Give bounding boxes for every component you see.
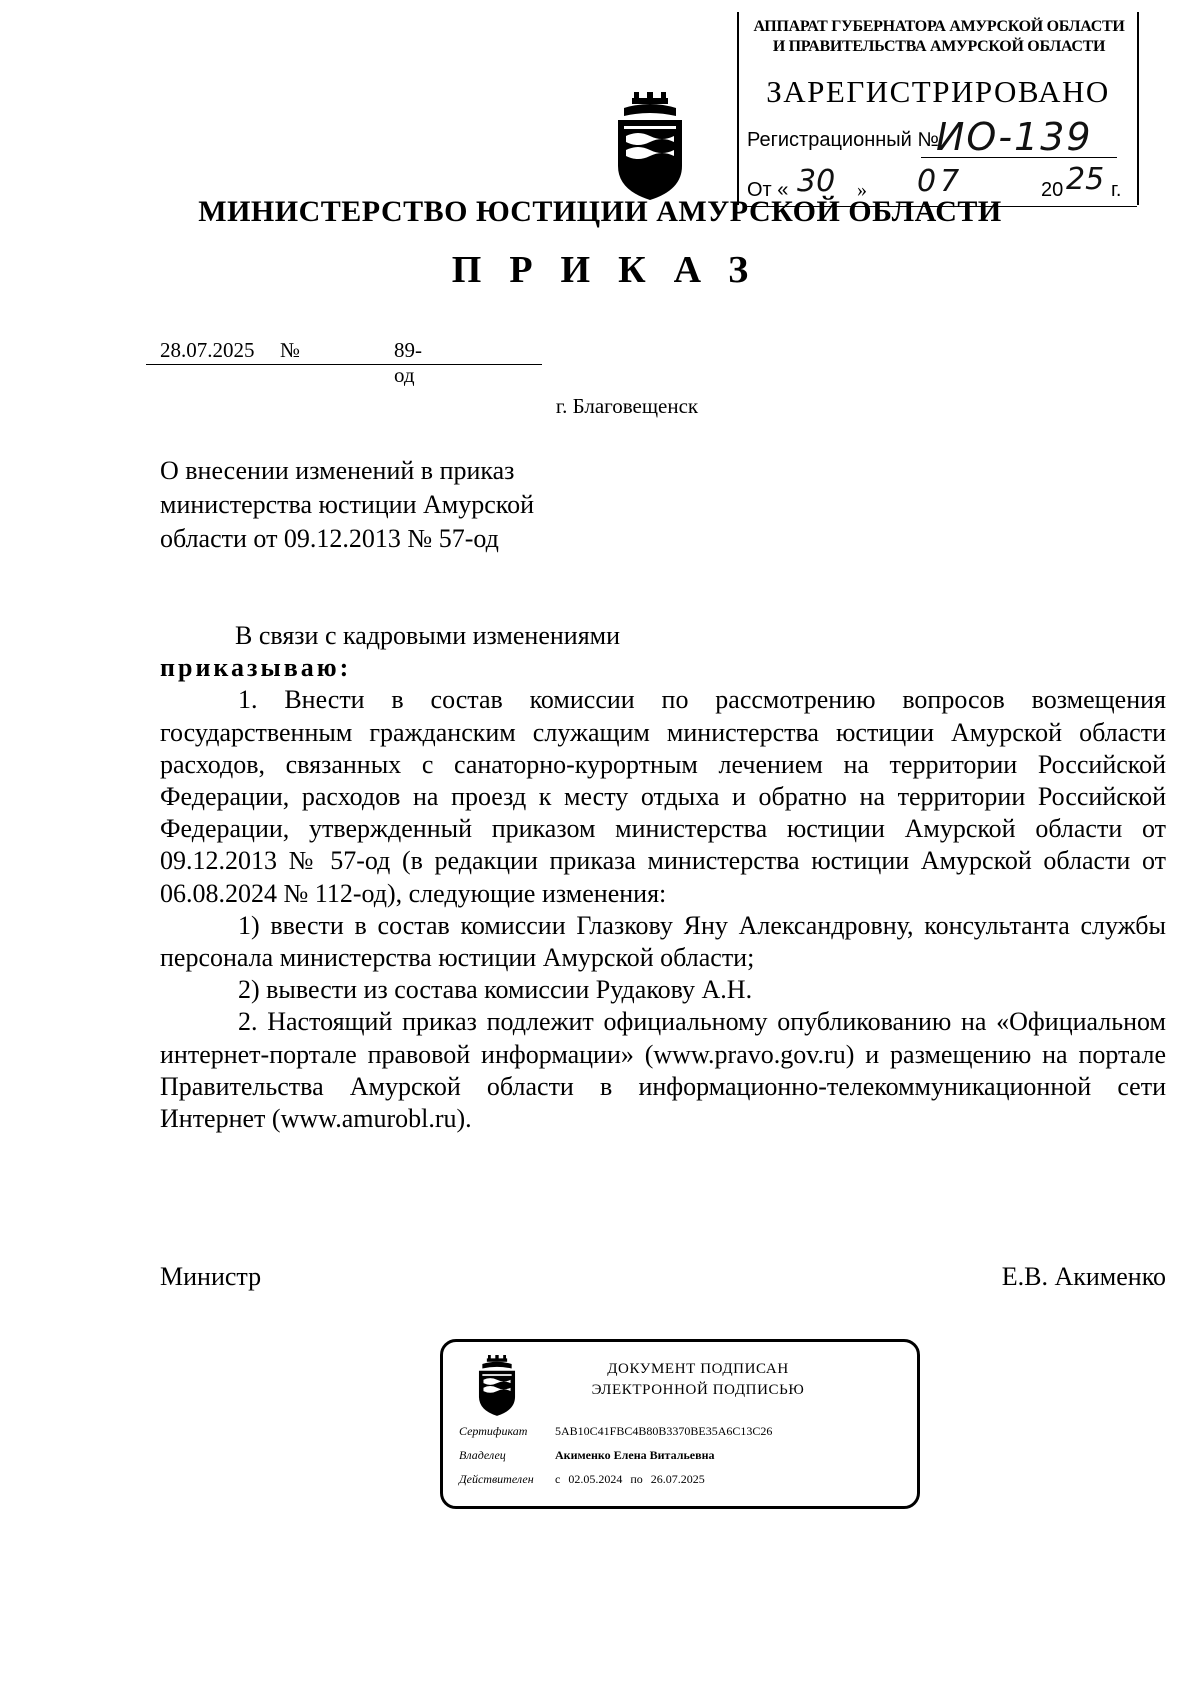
esig-heading-line1: ДОКУМЕНТ ПОДПИСАН: [607, 1361, 789, 1377]
registration-year-g: г.: [1111, 179, 1122, 201]
esig-certificate-row: [459, 1424, 772, 1439]
registration-org: [747, 17, 1131, 57]
registration-number-label: Регистрационный №: [747, 129, 939, 151]
ministry-title: МИНИСТЕРСТВО ЮСТИЦИИ АМУРСКОЙ ОБЛАСТИ: [198, 195, 1002, 228]
order-date: 28.07.2025: [160, 338, 255, 362]
registration-year-suffix: 25: [1066, 162, 1105, 197]
subject-line: области от 09.12.2013 № 57-од: [160, 524, 499, 553]
esig-valid-to: 26.07.2025: [650, 1472, 705, 1486]
esig-validity-label: Действителен: [459, 1472, 534, 1486]
registration-date-day: 30: [797, 164, 836, 199]
order-number: 89-од: [394, 338, 422, 387]
esig-valid-from-label: с: [555, 1472, 561, 1486]
esig-valid-from: 02.05.2024: [568, 1472, 623, 1486]
registration-year-prefix: 20: [1041, 179, 1064, 201]
esig-owner-label: Владелец: [459, 1448, 506, 1462]
registration-number-value: ИО-139: [936, 115, 1093, 159]
body-order-word: приказываю:: [160, 653, 352, 683]
order-number-label: №: [280, 338, 301, 362]
registration-org-line1: АППАРАТ ГУБЕРНАТОРА АМУРСКОЙ ОБЛАСТИ: [753, 18, 1125, 35]
amur-oblast-coat-of-arms-icon: [474, 1355, 520, 1417]
amur-oblast-coat-of-arms-icon: [610, 92, 690, 202]
body-item-2: 2. Настоящий приказ подлежит официальному опубликованию на «Официальном интернет-портале правовой информации» (www.pravo.gov.ru) и размещению на портале Правительства Амурской области в информационно-телекоммуникационной сети Интернет (www.amurobl.ru).: [160, 1007, 1166, 1134]
body-item-1-1: 1) ввести в состав комиссии Глазкову Яну Александровну, консультанта службы персонала министерства юстиции Амурской области;: [160, 910, 1166, 973]
signer-title: Министр: [160, 1262, 262, 1291]
body-item-1-2: 2) вывести из состава комиссии Рудакову А.Н.: [238, 975, 753, 1005]
registration-date-month: 07: [917, 164, 964, 199]
esig-owner-value: Акименко Елена Витальевна: [555, 1448, 715, 1462]
registration-date-separator: »: [857, 179, 867, 201]
registration-org-line2: И ПРАВИТЕЛЬСТВА АМУРСКОЙ ОБЛАСТИ: [772, 38, 1106, 55]
esig-valid-to-label: по: [630, 1472, 643, 1486]
esig-certificate-label: Сертификат: [459, 1424, 528, 1438]
esig-heading-line2: ЭЛЕКТРОННОЙ ПОДПИСЬЮ: [591, 1382, 805, 1398]
signer-name: Е.В. Акименко: [1001, 1262, 1166, 1291]
esig-certificate-value: 5AB10C41FBC4B80B3370BE35A6C13C26: [555, 1424, 773, 1438]
order-subject: [160, 454, 620, 556]
registration-date-label: От «: [747, 179, 789, 201]
esig-owner-row: [459, 1448, 715, 1463]
body-item-1: 1. Внести в состав комиссии по рассмотрению вопросов возмещения государственным гражданским служащим министерства юстиции Амурской области расходов, связанных с санаторно-курортным лечением на территории Российской Федерации, расходов на проезд к месту отдыха и обратно на территории Российской Федерации, утвержденный приказом министерства юстиции Амурской области от 09.12.2013 № 57-од (в редакции приказа министерства юстиции Амурской области от 06.08.2024 № 112-од), следующие изменения:: [160, 685, 1166, 908]
registration-number-line: [921, 157, 1117, 158]
esig-validity-row: [459, 1472, 705, 1487]
body-intro: В связи с кадровыми изменениями: [235, 621, 621, 650]
registration-stamp: [737, 12, 1139, 205]
subject-line: О внесении изменений в приказ: [160, 456, 515, 485]
registration-title: ЗАРЕГИСТРИРОВАНО: [766, 74, 1110, 109]
order-body: [160, 620, 1166, 1135]
order-date-line: [146, 364, 542, 365]
subject-line: министерства юстиции Амурской: [160, 490, 534, 519]
document-type: ПРИКАЗ: [451, 249, 777, 291]
order-city: г. Благовещенск: [555, 394, 699, 418]
